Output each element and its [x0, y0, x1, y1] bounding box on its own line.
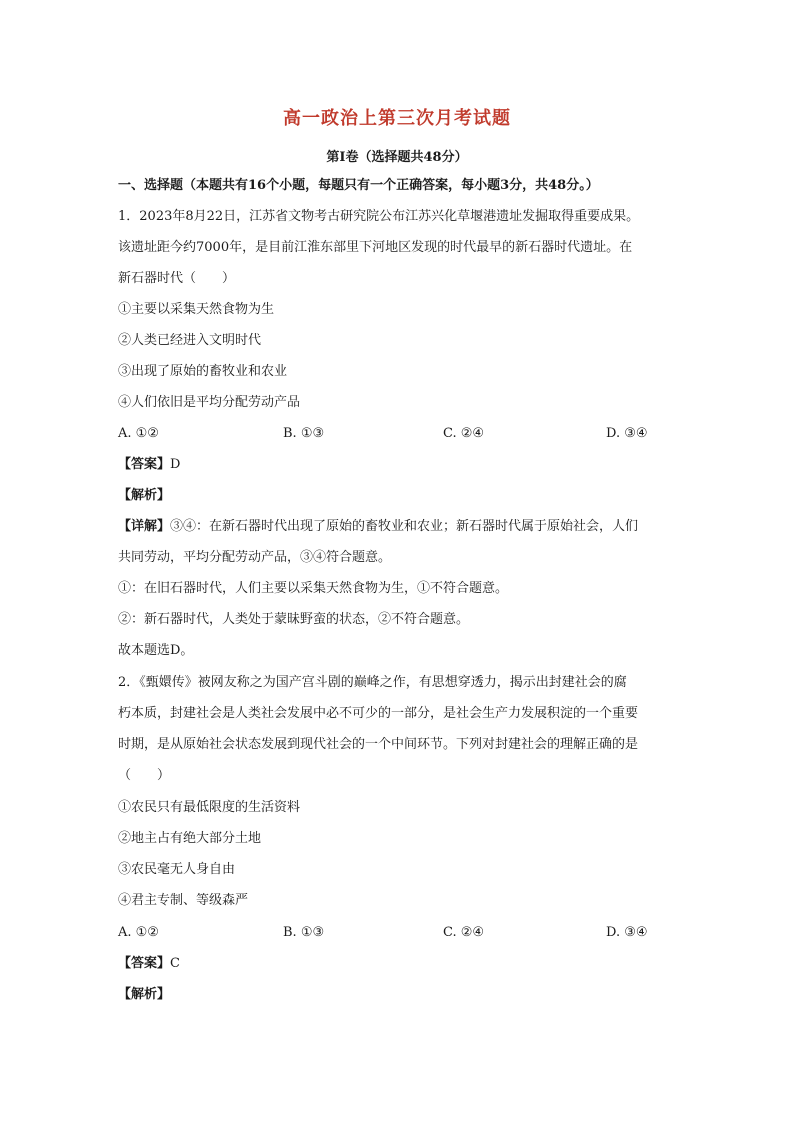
q2-option-c: C. ②④ [443, 925, 485, 940]
q2-stem-line: 2．《甄嬛传》被网友称之为国产宫斗剧的巅峰之作，有思想穿透力，揭示出封建社会的腐 [118, 675, 627, 690]
q2-statement: ①农民只有最低限度的生活资料 [118, 800, 301, 815]
q2-statement: ④君主专制、等级森严 [118, 893, 249, 908]
q1-extra-line: ②：新石器时代，人类处于蒙昧野蛮的状态，②不符合题意。 [118, 612, 470, 627]
q2-analysis-tag: 【解析】 [118, 987, 171, 1002]
q2-answer [118, 957, 180, 970]
q1-statement: ①主要以采集天然食物为生 [118, 302, 275, 317]
q1-conclusion: 故本题选D。 [118, 643, 194, 658]
q1-option-d: D. ③④ [606, 426, 648, 441]
q2-option-d: D. ③④ [606, 925, 648, 940]
q1-option-a: A. ①② [118, 426, 159, 441]
detail-text: ③④：在新石器时代出现了原始的畜牧业和农业；新石器时代属于原始社会，人们 [170, 519, 639, 534]
q2-stem-line: （ ） [118, 768, 171, 783]
q1-statement: ③出现了原始的畜牧业和农业 [118, 364, 288, 379]
q1-stem-line: 该遗址距今约7000年，是目前江淮东部里下河地区发现的时代最早的新石器时代遗址。在 [118, 240, 633, 255]
q1-option-b: B. ①③ [283, 426, 325, 441]
section-subtitle: 第Ⅰ卷（选择题共48分） [326, 150, 468, 165]
q1-stem-line: 新石器时代（ ） [118, 271, 236, 286]
answer-value: C [170, 956, 180, 971]
q1-answer [118, 458, 180, 471]
q2-option-a: A. ①② [118, 925, 159, 940]
q1-detail-line [118, 520, 638, 533]
q2-statement: ②地主占有绝大部分土地 [118, 831, 262, 846]
q1-stem-line: 1．2023年8月22日，江苏省文物考古研究院公布江苏兴化草堰港遗址发掘取得重要成果。 [118, 209, 640, 224]
page-title: 高一政治上第三次月考试题 [283, 108, 511, 129]
q2-stem-line: 朽本质，封建社会是人类社会发展中必不可少的一部分，是社会生产力发展积淀的一个重要 [118, 706, 639, 721]
q2-statement: ③农民毫无人身自由 [118, 862, 236, 877]
q1-detail-line: 共同劳动，平均分配劳动产品，③④符合题意。 [118, 550, 392, 565]
q1-statement: ②人类已经进入文明时代 [118, 333, 262, 348]
q1-extra-line: ①：在旧石器时代，人们主要以采集天然食物为生，①不符合题意。 [118, 581, 509, 596]
detail-tag: 【详解】 [118, 519, 171, 534]
answer-tag: 【答案】 [118, 457, 171, 472]
answer-tag: 【答案】 [118, 956, 171, 971]
section-heading: 一、选择题（本题共有16个小题，每题只有一个正确答案，每小题3分，共48分。） [118, 178, 599, 193]
q2-option-b: B. ①③ [283, 925, 325, 940]
answer-value: D [170, 457, 181, 472]
q1-analysis-tag: 【解析】 [118, 488, 171, 503]
q1-option-c: C. ②④ [443, 426, 485, 441]
q1-statement: ④人们依旧是平均分配劳动产品 [118, 395, 301, 410]
q2-stem-line: 时期，是从原始社会状态发展到现代社会的一个中间环节。下列对封建社会的理解正确的是 [118, 737, 639, 752]
